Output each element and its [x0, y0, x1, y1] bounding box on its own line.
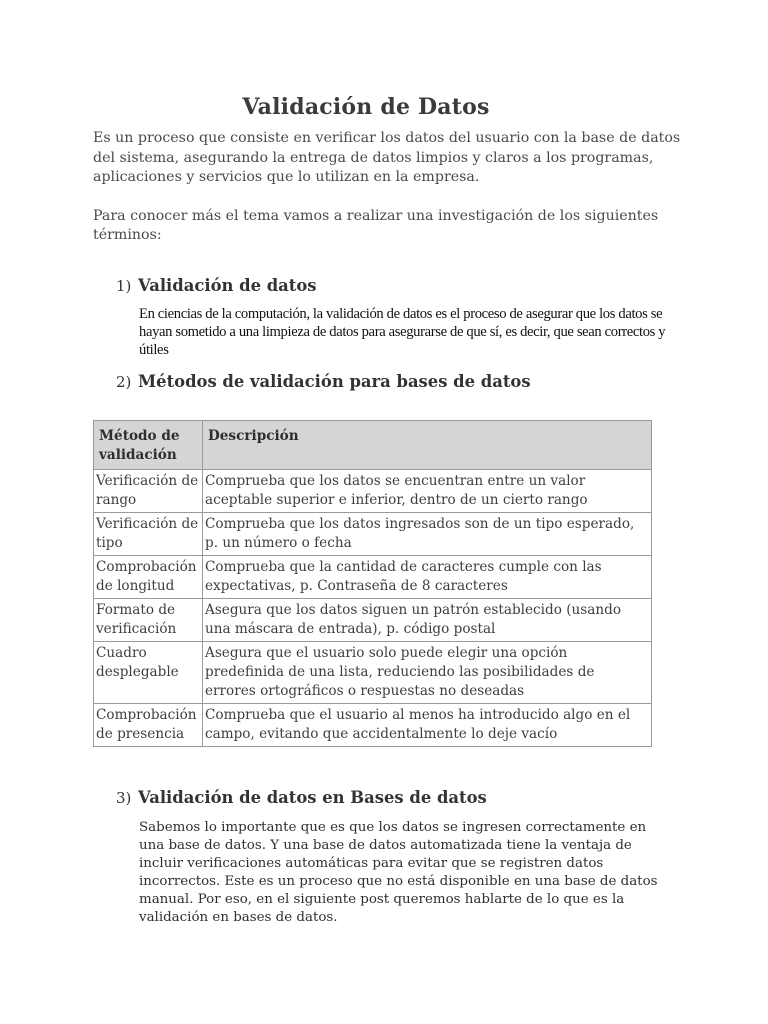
method-cell: Comprobación de longitud [94, 556, 203, 599]
intro-paragraph-terms: Para conocer más el tema vamos a realizar una investigación de los siguientes términos: [93, 207, 659, 243]
section-number: 3) [116, 789, 132, 807]
table-row [94, 470, 652, 513]
table-row [94, 513, 652, 556]
document-title: Validación de Datos [242, 94, 490, 120]
description-cell: Comprueba que la cantidad de caracteres cumple con las expectativas, p. Contraseña de 8 caracteres [203, 556, 652, 599]
validation-methods-table [93, 420, 652, 747]
description-cell: Comprueba que los datos se encuentran entre un valor aceptable superior e inferior, dentro de un cierto rango [203, 470, 652, 513]
section-heading-2 [116, 372, 531, 391]
table-row [94, 599, 652, 642]
section-title: Métodos de validación para bases de datos [138, 372, 531, 391]
table-row [94, 642, 652, 704]
section-1-body: En ciencias de la computación, la validación de datos es el proceso de asegurar que los datos se hayan sometido a una limpieza de datos para asegurarse de que sí, es decir, que sean correctos y útiles [139, 306, 666, 358]
method-cell: Verificación de tipo [94, 513, 203, 556]
section-number: 2) [116, 373, 132, 391]
section-heading-1 [116, 276, 317, 295]
section-3-body: Sabemos lo importante que es que los datos se ingresen correctamente en una base de datos. Y una base de datos automatizada tiene la ventaja de incluir verificaciones automáticas para evitar que se registren datos incorrectos. Este es un proceso que no está disponible en una base de datos manual. Por eso, en el siguiente post queremos hablarte de lo que es la validación en bases de datos. [139, 820, 658, 925]
table-row [94, 704, 652, 747]
method-cell: Formato de verificación [94, 599, 203, 642]
intro-block [93, 129, 683, 246]
section-number: 1) [116, 277, 132, 295]
table-header-row [94, 421, 652, 470]
intro-paragraph: Es un proceso que consiste en verificar los datos del usuario con la base de datos del sistema, asegurando la entrega de datos limpios y claros a los programas, aplicaciones y servicios que lo utilizan en la empresa. [93, 130, 681, 185]
description-cell: Asegura que el usuario solo puede elegir una opción predefinida de una lista, reduciendo las posibilidades de errores ortográficos o respuestas no deseadas [203, 642, 652, 704]
method-cell: Comprobación de presencia [94, 704, 203, 747]
column-header-description: Descripción [203, 421, 652, 470]
section-heading-3 [116, 788, 487, 807]
method-cell: Cuadro desplegable [94, 642, 203, 704]
section-title: Validación de datos [138, 276, 317, 295]
section-title: Validación de datos en Bases de datos [138, 788, 487, 807]
table-row [94, 556, 652, 599]
method-cell: Verificación de rango [94, 470, 203, 513]
column-header-method: Método de validación [94, 421, 203, 470]
description-cell: Comprueba que los datos ingresados son de un tipo esperado, p. un número o fecha [203, 513, 652, 556]
description-cell: Comprueba que el usuario al menos ha introducido algo en el campo, evitando que accidentalmente lo deje vacío [203, 704, 652, 747]
description-cell: Asegura que los datos siguen un patrón establecido (usando una máscara de entrada), p. código postal [203, 599, 652, 642]
